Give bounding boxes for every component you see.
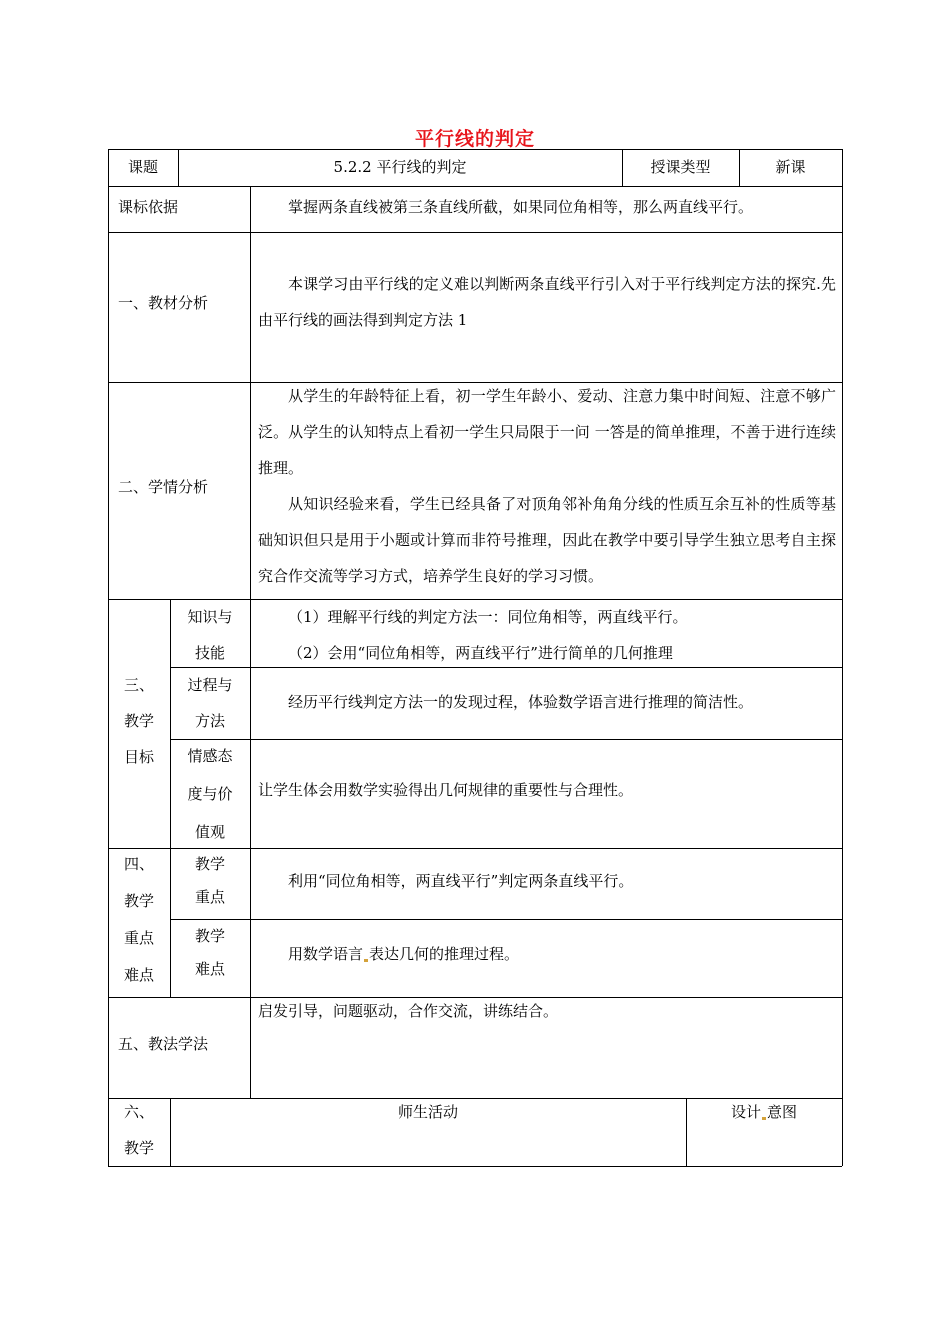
difficulty-paragraph — [258, 936, 836, 972]
page-title: 平行线的判定 — [414, 128, 535, 150]
emotion-label — [170, 737, 250, 851]
edit-mark-icon — [762, 1117, 766, 1120]
goals-label-line: 目标 — [123, 748, 154, 766]
difficulty-text-part: 表达几何的推理过程。 — [369, 945, 520, 963]
process-method-label — [170, 667, 250, 739]
basis-text — [258, 189, 836, 225]
key-point-label-line: 重点 — [194, 888, 225, 906]
row-divider — [108, 1166, 842, 1167]
student-paragraph-1: 从学生的年龄特征上看，初一学生年龄小、爱动、注意力集中时间短、注意不够广泛。从学生的认知特点上看初一学生只局限于一问 一答是的简单推理，不善于进行连续推理。 — [258, 387, 836, 477]
process-label — [108, 1094, 170, 1166]
process-label-line: 教学 — [123, 1139, 154, 1157]
difficulty-label — [170, 920, 250, 986]
student-paragraph-2: 从知识经验来看，学生已经具备了对顶角邻补角角分线的性质互余互补的性质等基础知识但只是用于小题或计算而非符号推理，因此在教学中要引导学生独立思考自主探究合作交流等学习方式，培养学生良好的学习习惯。 — [258, 495, 836, 585]
goals-label — [108, 667, 170, 775]
knowledge-item-1: （1）理解平行线的判定方法一：同位角相等，两直线平行。 — [288, 608, 688, 626]
design-intent-part: 意图 — [767, 1103, 798, 1121]
column-divider — [108, 149, 109, 1166]
type-label: 授课类型 — [650, 158, 711, 176]
keypoints-label-line: 难点 — [123, 966, 154, 984]
column-divider — [250, 997, 251, 1098]
material-paragraph: 本课学习由平行线的定义难以判断两条直线平行引入对于平行线判定方法的探究.先由平行线的画法得到判定方法 1 — [258, 275, 836, 329]
emotion-label-line: 值观 — [194, 823, 225, 841]
method-label: 五、教法学法 — [118, 1035, 209, 1053]
column-divider — [842, 149, 843, 1166]
type-value: 新课 — [775, 158, 806, 176]
topic-label: 课题 — [127, 158, 158, 176]
process-method-label-line: 过程与 — [187, 676, 233, 694]
knowledge-label-line: 技能 — [194, 644, 225, 662]
row-divider — [108, 232, 842, 233]
keypoints-label-line: 四、 — [123, 855, 154, 873]
key-point-label-line: 教学 — [194, 855, 225, 873]
process-method-text — [258, 684, 836, 720]
difficulty-text — [258, 936, 836, 972]
key-point-paragraph: 利用“同位角相等，两直线平行”判定两条直线平行。 — [288, 872, 634, 890]
knowledge-item-2: （2）会用“同位角相等，两直线平行”进行简单的几何推理 — [288, 644, 673, 662]
key-point-text — [258, 863, 836, 899]
material-text — [258, 266, 836, 338]
keypoints-label — [108, 846, 170, 994]
row-divider — [108, 186, 842, 187]
keypoints-label-line: 重点 — [123, 929, 154, 947]
process-method-paragraph: 经历平行线判定方法一的发现过程，体验数学语言进行推理的简洁性。 — [288, 693, 754, 711]
design-intent-header — [686, 1094, 842, 1130]
column-divider — [250, 186, 251, 599]
column-divider — [250, 599, 251, 997]
goals-label-line: 三、 — [123, 676, 154, 694]
emotion-label-line: 度与价 — [187, 785, 233, 803]
emotion-text: 让学生体会用数学实验得出几何规律的重要性与合理性。 — [258, 781, 634, 799]
topic-value: 5.2.2 平行线的判定 — [333, 158, 467, 176]
knowledge-label — [170, 599, 250, 671]
row-divider — [170, 919, 842, 920]
difficulty-label-line: 教学 — [194, 927, 225, 945]
goals-label-line: 教学 — [123, 712, 154, 730]
process-label-line: 六、 — [123, 1103, 154, 1121]
student-label: 二、学情分析 — [118, 478, 209, 496]
basis-label: 课标依据 — [118, 198, 179, 216]
design-intent-part: 设计 — [730, 1103, 761, 1121]
basis-paragraph: 掌握两条直线被第三条直线所截，如果同位角相等，那么两直线平行。 — [288, 198, 754, 216]
difficulty-label-line: 难点 — [194, 960, 225, 978]
activity-header: 师生活动 — [397, 1103, 458, 1121]
material-label: 一、教材分析 — [118, 294, 209, 312]
difficulty-text-part: 用数学语言 — [288, 945, 364, 963]
knowledge-text — [258, 599, 836, 671]
process-method-label-line: 方法 — [194, 712, 225, 730]
method-text: 启发引导，问题驱动，合作交流，讲练结合。 — [258, 1002, 559, 1020]
knowledge-label-line: 知识与 — [187, 608, 233, 626]
row-divider — [170, 739, 842, 740]
key-point-label — [170, 848, 250, 914]
emotion-label-line: 情感态 — [187, 747, 233, 765]
student-text — [258, 378, 836, 594]
edit-mark-icon — [364, 959, 368, 962]
keypoints-label-line: 教学 — [123, 892, 154, 910]
